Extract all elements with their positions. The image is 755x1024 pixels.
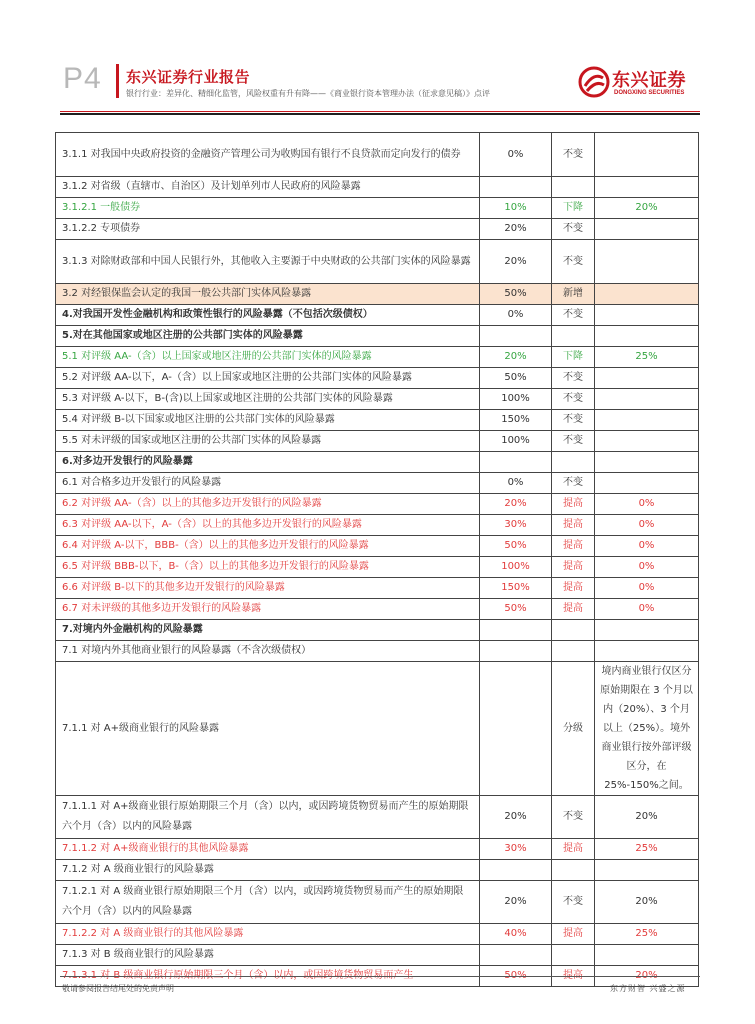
row-change-cell: 不变 (552, 796, 595, 839)
row-item-cell: 7.对境内外金融机构的风险暴露 (56, 620, 480, 641)
row-weight-cell: 40% (480, 924, 552, 945)
row-change-cell: 下降 (552, 198, 595, 219)
row-note-cell (595, 945, 699, 966)
row-change-cell: 不变 (552, 410, 595, 431)
row-weight-cell: 30% (480, 839, 552, 860)
row-item-cell: 7.1.1.1 对 A+级商业银行原始期限三个月（含）以内，或因跨境货物贸易而产生的原始期限六个月（含）以内的风险暴露 (56, 796, 480, 839)
table-row (56, 662, 699, 796)
table-row (56, 473, 699, 494)
footer-divider (60, 976, 700, 977)
row-change-cell: 提高 (552, 839, 595, 860)
row-change-cell: 不变 (552, 389, 595, 410)
row-item-cell: 5.4 对评级 B-以下国家或地区注册的公共部门实体的风险暴露 (56, 410, 480, 431)
row-note-cell: 20% (595, 881, 699, 924)
report-title: 东兴证券行业报告 (126, 68, 251, 86)
table-row (56, 410, 699, 431)
row-weight-cell: 20% (480, 240, 552, 284)
row-weight-cell (480, 326, 552, 347)
row-change-cell: 提高 (552, 924, 595, 945)
row-item-cell: 6.对多边开发银行的风险暴露 (56, 452, 480, 473)
row-item-cell: 3.1.1 对我国中央政府投资的金融资产管理公司为收购国有银行不良贷款而定向发行的债券 (56, 133, 480, 177)
row-note-cell (595, 326, 699, 347)
row-change-cell: 提高 (552, 557, 595, 578)
row-item-cell: 6.2 对评级 AA-（含）以上的其他多边开发银行的风险暴露 (56, 494, 480, 515)
row-note-cell (595, 431, 699, 452)
row-item-cell: 6.3 对评级 AA-以下，A-（含）以上的其他多边开发银行的风险暴露 (56, 515, 480, 536)
table-row (56, 326, 699, 347)
row-item-cell: 5.对在其他国家或地区注册的公共部门实体的风险暴露 (56, 326, 480, 347)
row-note-cell: 25% (595, 839, 699, 860)
table-row (56, 924, 699, 945)
row-change-cell: 不变 (552, 219, 595, 240)
row-weight-cell: 20% (480, 347, 552, 368)
row-weight-cell: 0% (480, 133, 552, 177)
row-change-cell: 新增 (552, 284, 595, 305)
row-item-cell: 7.1.1 对 A+级商业银行的风险暴露 (56, 662, 480, 796)
row-note-cell (595, 240, 699, 284)
table-row (56, 796, 699, 839)
table-row (56, 620, 699, 641)
row-note-cell (595, 305, 699, 326)
row-change-cell: 提高 (552, 515, 595, 536)
risk-weight-table (55, 132, 699, 987)
row-item-cell: 7.1.1.2 对 A+级商业银行的其他风险暴露 (56, 839, 480, 860)
row-weight-cell: 20% (480, 219, 552, 240)
row-weight-cell: 50% (480, 536, 552, 557)
row-note-cell (595, 860, 699, 881)
table-row (56, 284, 699, 305)
row-change-cell: 不变 (552, 881, 595, 924)
row-change-cell: 提高 (552, 494, 595, 515)
row-change-cell: 提高 (552, 536, 595, 557)
logo-text-en: DONGXING SECURITIES (614, 90, 685, 96)
row-item-cell: 3.1.2.2 专项债券 (56, 219, 480, 240)
row-weight-cell: 100% (480, 431, 552, 452)
row-note-cell: 0% (595, 599, 699, 620)
row-change-cell: 不变 (552, 473, 595, 494)
row-item-cell: 6.6 对评级 B-以下的其他多边开发银行的风险暴露 (56, 578, 480, 599)
row-note-cell: 0% (595, 578, 699, 599)
table-row (56, 133, 699, 177)
row-note-cell (595, 620, 699, 641)
row-item-cell: 5.2 对评级 AA-以下，A-（含）以上国家或地区注册的公共部门实体的风险暴露 (56, 368, 480, 389)
row-item-cell: 7.1.2 对 A 级商业银行的风险暴露 (56, 860, 480, 881)
row-weight-cell (480, 662, 552, 796)
row-weight-cell: 20% (480, 881, 552, 924)
footer-disclaimer: 敬请参阅报告结尾处的免责声明 (62, 984, 174, 993)
row-change-cell (552, 641, 595, 662)
row-item-cell: 4.对我国开发性金融机构和政策性银行的风险暴露（不包括次级债权） (56, 305, 480, 326)
table-row (56, 389, 699, 410)
row-weight-cell (480, 620, 552, 641)
row-weight-cell: 50% (480, 599, 552, 620)
row-weight-cell: 30% (480, 515, 552, 536)
row-note-cell (595, 368, 699, 389)
table-row (56, 219, 699, 240)
row-weight-cell: 50% (480, 368, 552, 389)
row-item-cell: 5.3 对评级 A-以下，B-(含)以上国家或地区注册的公共部门实体的风险暴露 (56, 389, 480, 410)
row-item-cell: 6.7 对未评级的其他多边开发银行的风险暴露 (56, 599, 480, 620)
row-weight-cell: 150% (480, 578, 552, 599)
table-row (56, 881, 699, 924)
logo-mark-icon (578, 66, 610, 98)
row-change-cell: 分级 (552, 662, 595, 796)
table-row (56, 198, 699, 219)
row-note-cell: 20% (595, 796, 699, 839)
table-row (56, 452, 699, 473)
table-row (56, 431, 699, 452)
row-change-cell (552, 452, 595, 473)
row-item-cell: 7.1 对境内外其他商业银行的风险暴露（不含次级债权） (56, 641, 480, 662)
row-item-cell: 3.1.2 对省级（直辖市、自治区）及计划单列市人民政府的风险暴露 (56, 177, 480, 198)
header-divider-dark (60, 113, 700, 115)
row-note-cell (595, 389, 699, 410)
row-weight-cell: 20% (480, 796, 552, 839)
row-change-cell: 不变 (552, 431, 595, 452)
row-weight-cell (480, 860, 552, 881)
row-change-cell: 不变 (552, 305, 595, 326)
row-change-cell: 不变 (552, 368, 595, 389)
row-weight-cell (480, 177, 552, 198)
table-row (56, 177, 699, 198)
row-weight-cell: 10% (480, 198, 552, 219)
table-row (56, 347, 699, 368)
table-row (56, 494, 699, 515)
header-divider (60, 111, 700, 112)
table-row (56, 578, 699, 599)
row-note-cell: 0% (595, 515, 699, 536)
table-row (56, 641, 699, 662)
row-note-cell (595, 284, 699, 305)
row-note-cell (595, 473, 699, 494)
row-note-cell: 0% (595, 494, 699, 515)
row-item-cell: 5.1 对评级 AA-（含）以上国家或地区注册的公共部门实体的风险暴露 (56, 347, 480, 368)
table-row (56, 860, 699, 881)
row-note-cell (595, 641, 699, 662)
row-change-cell (552, 860, 595, 881)
row-change-cell: 不变 (552, 133, 595, 177)
row-change-cell (552, 326, 595, 347)
table-row (56, 557, 699, 578)
row-weight-cell: 20% (480, 494, 552, 515)
row-change-cell: 不变 (552, 240, 595, 284)
row-note-cell (595, 219, 699, 240)
table-row (56, 536, 699, 557)
row-note-cell: 0% (595, 536, 699, 557)
row-weight-cell (480, 452, 552, 473)
row-item-cell: 3.1.3 对除财政部和中国人民银行外，其他收入主要源于中央财政的公共部门实体的风险暴露 (56, 240, 480, 284)
table-row (56, 945, 699, 966)
row-change-cell (552, 177, 595, 198)
row-weight-cell: 100% (480, 389, 552, 410)
row-change-cell: 下降 (552, 347, 595, 368)
row-weight-cell (480, 945, 552, 966)
row-item-cell: 3.2 对经银保监会认定的我国一般公共部门实体风险暴露 (56, 284, 480, 305)
row-note-cell: 25% (595, 924, 699, 945)
row-item-cell: 7.1.2.2 对 A 级商业银行的其他风险暴露 (56, 924, 480, 945)
table-row (56, 599, 699, 620)
row-weight-cell: 150% (480, 410, 552, 431)
row-change-cell: 提高 (552, 578, 595, 599)
row-item-cell: 7.1.3 对 B 级商业银行的风险暴露 (56, 945, 480, 966)
table-row (56, 515, 699, 536)
row-item-cell: 3.1.2.1 一般债券 (56, 198, 480, 219)
row-note-cell: 0% (595, 557, 699, 578)
header-accent-bar (116, 64, 119, 98)
row-note-cell: 20% (595, 198, 699, 219)
footer-slogan: 东方财智 兴盛之源 (610, 984, 686, 993)
row-change-cell (552, 945, 595, 966)
table-row (56, 305, 699, 326)
row-note-cell: 境内商业银行仅区分原始期限在 3 个月以内（20%）、3 个月以上（25%）。境外商业银行按外部评级区分，在 25%-150%之间。 (595, 662, 699, 796)
row-weight-cell: 50% (480, 284, 552, 305)
row-note-cell: 25% (595, 347, 699, 368)
row-change-cell (552, 620, 595, 641)
row-item-cell: 6.1 对合格多边开发银行的风险暴露 (56, 473, 480, 494)
row-item-cell: 5.5 对未评级的国家或地区注册的公共部门实体的风险暴露 (56, 431, 480, 452)
table-row (56, 240, 699, 284)
row-item-cell: 6.4 对评级 A-以下，BBB-（含）以上的其他多边开发银行的风险暴露 (56, 536, 480, 557)
logo-text-cn: 东兴证券 (612, 70, 686, 91)
row-note-cell (595, 177, 699, 198)
row-item-cell: 6.5 对评级 BBB-以下，B-（含）以上的其他多边开发银行的风险暴露 (56, 557, 480, 578)
table-row (56, 839, 699, 860)
report-subtitle: 银行行业：差异化、精细化监管，风险权重有升有降——《商业银行资本管理办法（征求意见稿）》点评 (126, 89, 490, 98)
row-weight-cell: 0% (480, 473, 552, 494)
row-change-cell: 提高 (552, 599, 595, 620)
row-weight-cell (480, 641, 552, 662)
row-item-cell: 7.1.2.1 对 A 级商业银行原始期限三个月（含）以内，或因跨境货物贸易而产生的原始期限六个月（含）以内的风险暴露 (56, 881, 480, 924)
table-row (56, 368, 699, 389)
row-weight-cell: 0% (480, 305, 552, 326)
page-number: P4 (63, 62, 102, 95)
company-logo (578, 66, 698, 102)
row-note-cell (595, 452, 699, 473)
row-weight-cell: 100% (480, 557, 552, 578)
row-note-cell (595, 410, 699, 431)
row-note-cell (595, 133, 699, 177)
